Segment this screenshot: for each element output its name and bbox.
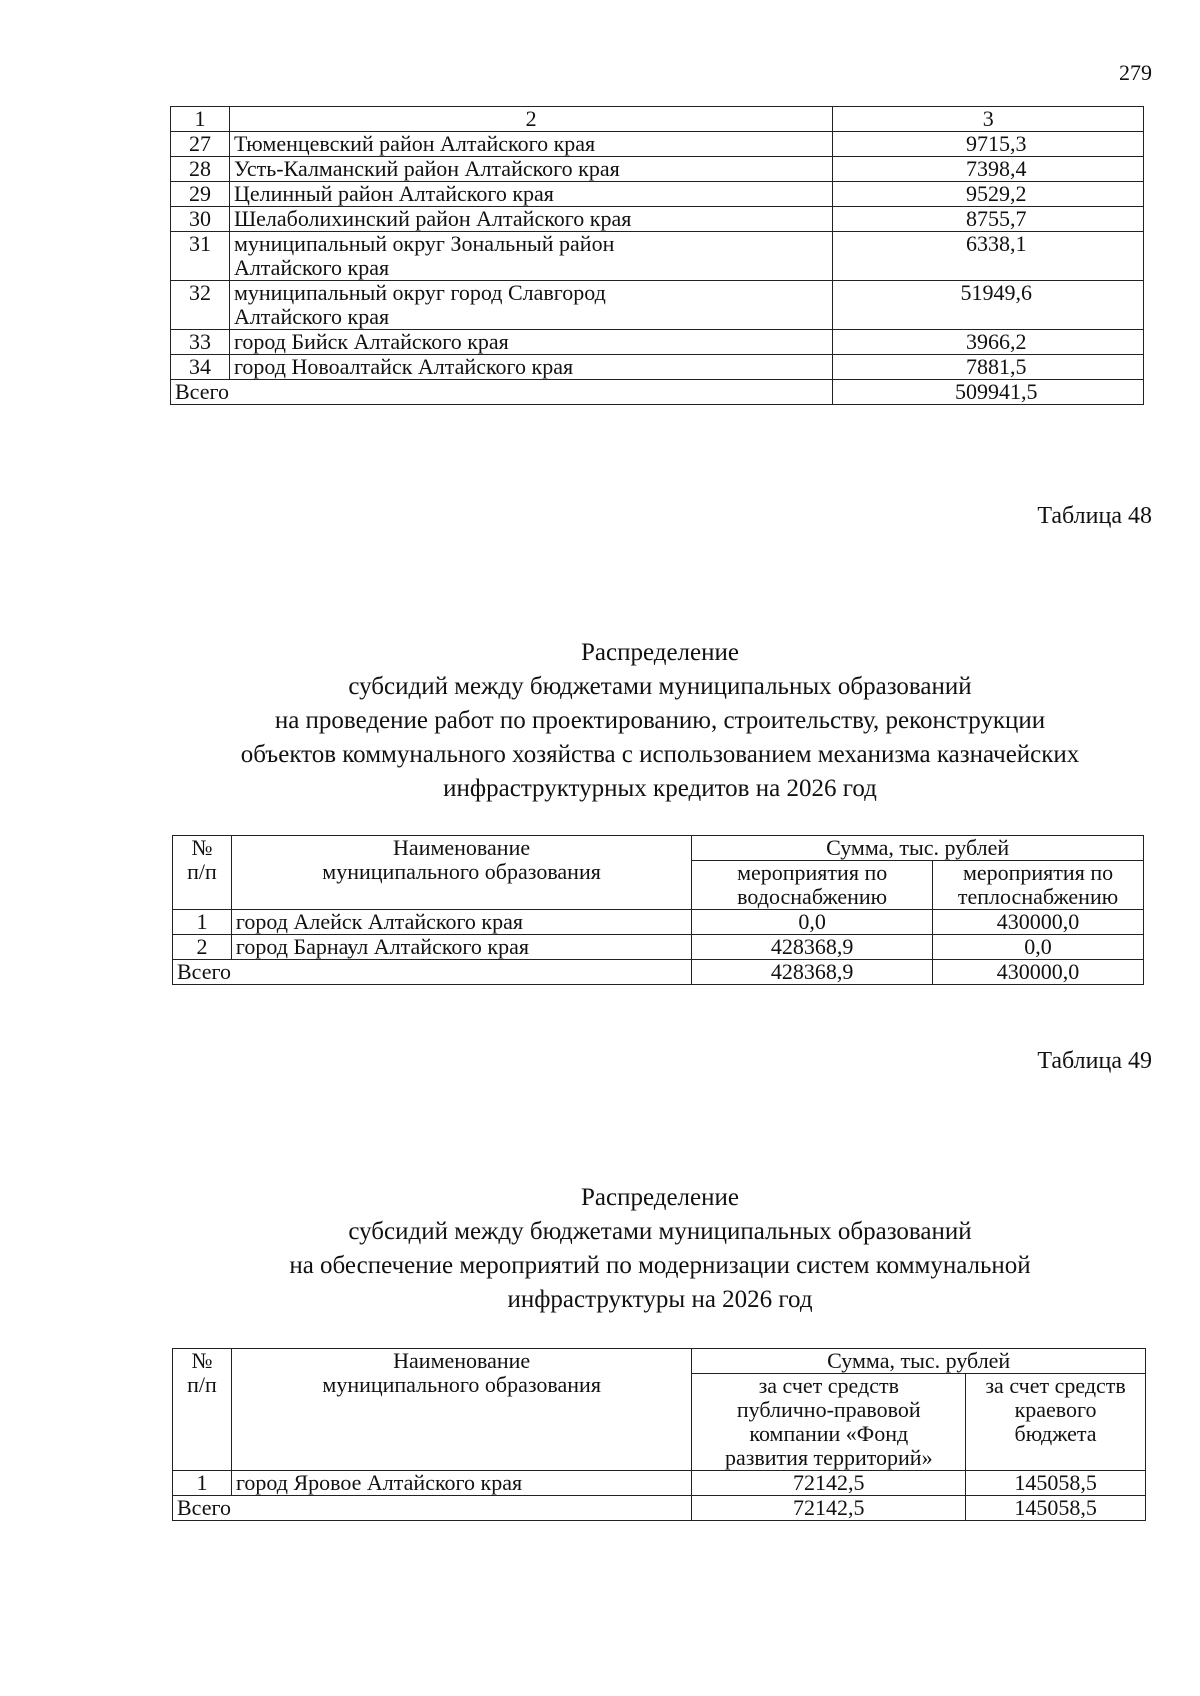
col-sum-header: Сумма, тыс. рублей (692, 1349, 1146, 1374)
heading-line: Распределение (581, 1184, 739, 1211)
row-number: 34 (171, 355, 230, 380)
heading-line: объектов коммунального хозяйства с использованием механизма казначейских (240, 741, 1080, 768)
table-row (171, 132, 1144, 157)
col-name-header (231, 836, 691, 910)
table-48 (172, 835, 1144, 985)
header-text: мероприятия по (962, 860, 1114, 885)
row-number: 27 (171, 132, 230, 157)
header-text: муниципального образования (322, 859, 601, 884)
row-number: 1 (173, 1471, 232, 1496)
municipality-name: Тюменцевский район Алтайского края (229, 132, 832, 157)
municipality-name: город Новоалтайск Алтайского края (229, 355, 832, 380)
total-label: Всего (173, 1496, 692, 1521)
heading-line: инфраструктурных кредитов на 2026 год (443, 775, 877, 802)
col-number-header (173, 836, 232, 910)
table-header-row (173, 836, 1144, 861)
heading-line: Распределение (581, 639, 739, 666)
amount-cell: 7398,4 (833, 157, 1144, 182)
header-text: публично-правовой (736, 1397, 921, 1422)
row-number: 33 (171, 330, 230, 355)
header-cell: 2 (229, 107, 832, 132)
amount-cell: 51949,6 (833, 281, 1144, 330)
table-49-label: Таблица 49 (1037, 1048, 1152, 1074)
municipality-name: Целинный район Алтайского края (229, 182, 832, 207)
page-number: 279 (1119, 60, 1152, 85)
table-row (173, 935, 1144, 960)
municipality-name-text: муниципальный округ город Славгород Алтайского края (233, 280, 606, 329)
row-number: 31 (171, 232, 230, 281)
header-text: мероприятия по (737, 860, 888, 885)
municipality-name: город Алейск Алтайского края (231, 910, 691, 935)
table-row (171, 182, 1144, 207)
header-text: краевого (1014, 1397, 1097, 1422)
header-text: п/п (187, 859, 217, 884)
header-text: за счет средств (758, 1373, 899, 1398)
heading-line: на проведение работ по проектированию, строительству, реконструкции (274, 707, 1046, 734)
table-row (173, 910, 1144, 935)
table-total-row (173, 1496, 1146, 1521)
total-amount: 430000,0 (933, 960, 1144, 985)
amount-cell: 72142,5 (692, 1471, 966, 1496)
amount-cell: 8755,7 (833, 207, 1144, 232)
header-cell: 3 (833, 107, 1144, 132)
header-text: развития территорий» (724, 1445, 933, 1470)
header-text: № (191, 835, 213, 860)
continuation-table (170, 106, 1144, 405)
amount-cell: 6338,1 (833, 232, 1144, 281)
header-text: п/п (187, 1372, 217, 1397)
table-row (171, 355, 1144, 380)
table-row (171, 281, 1144, 330)
table-header-row (173, 1349, 1146, 1374)
table-header-row (171, 107, 1144, 132)
municipality-name: город Барнаул Алтайского края (231, 935, 691, 960)
row-number: 2 (173, 935, 232, 960)
municipality-name: город Яровое Алтайского края (231, 1471, 691, 1496)
municipality-name-text: муниципальный округ Зональный район Алтайского края (233, 231, 615, 280)
table-row (171, 157, 1144, 182)
heading-line: субсидий между бюджетами муниципальных образований (348, 1218, 972, 1245)
table-48-label: Таблица 48 (1037, 503, 1152, 529)
amount-cell: 7881,5 (833, 355, 1144, 380)
table-48-heading (160, 636, 1160, 806)
col-sum-header: Сумма, тыс. рублей (692, 836, 1144, 861)
total-amount: 145058,5 (966, 1496, 1146, 1521)
col-number-header (173, 1349, 232, 1471)
table-49-heading (160, 1181, 1160, 1317)
col-water-header (692, 861, 933, 910)
municipality-name: Шелаболихинский район Алтайского края (229, 207, 832, 232)
municipality-name: Усть-Калманский район Алтайского края (229, 157, 832, 182)
table-total-row (173, 960, 1144, 985)
header-text: бюджета (1014, 1421, 1097, 1446)
amount-cell: 0,0 (692, 910, 933, 935)
row-number: 30 (171, 207, 230, 232)
header-text: № (191, 1348, 213, 1373)
col-name-header (231, 1349, 691, 1471)
col-fund-header (692, 1374, 966, 1471)
header-text: за счет средств (985, 1373, 1126, 1398)
table-total-row (171, 380, 1144, 405)
total-label: Всего (173, 960, 692, 985)
amount-cell: 9529,2 (833, 182, 1144, 207)
municipality-name: город Бийск Алтайского края (229, 330, 832, 355)
heading-line: инфраструктуры на 2026 год (507, 1286, 813, 1313)
row-number: 28 (171, 157, 230, 182)
table-row (171, 330, 1144, 355)
municipality-name (229, 281, 832, 330)
header-text: муниципального образования (322, 1372, 601, 1397)
row-number: 29 (171, 182, 230, 207)
row-number: 1 (173, 910, 232, 935)
col-regional-budget-header (966, 1374, 1146, 1471)
municipality-name (229, 232, 832, 281)
total-label: Всего (171, 380, 833, 405)
table-row (173, 1471, 1146, 1496)
heading-line: субсидий между бюджетами муниципальных образований (348, 673, 972, 700)
heading-line: на обеспечение мероприятий по модернизации систем коммунальной (289, 1252, 1031, 1279)
total-amount: 428368,9 (692, 960, 933, 985)
amount-cell: 145058,5 (966, 1471, 1146, 1496)
header-text: Наименование (393, 835, 531, 860)
table-49 (172, 1348, 1146, 1521)
header-text: компании «Фонд (749, 1421, 909, 1446)
amount-cell: 430000,0 (933, 910, 1144, 935)
total-amount: 509941,5 (833, 380, 1144, 405)
table-row (171, 207, 1144, 232)
row-number: 32 (171, 281, 230, 330)
header-cell: 1 (171, 107, 230, 132)
header-text: теплоснабжению (957, 884, 1119, 909)
amount-cell: 9715,3 (833, 132, 1144, 157)
amount-cell: 3966,2 (833, 330, 1144, 355)
col-heat-header (933, 861, 1144, 910)
table-row (171, 232, 1144, 281)
amount-cell: 0,0 (933, 935, 1144, 960)
amount-cell: 428368,9 (692, 935, 933, 960)
total-amount: 72142,5 (692, 1496, 966, 1521)
header-text: водоснабжению (737, 884, 888, 909)
header-text: Наименование (393, 1348, 531, 1373)
